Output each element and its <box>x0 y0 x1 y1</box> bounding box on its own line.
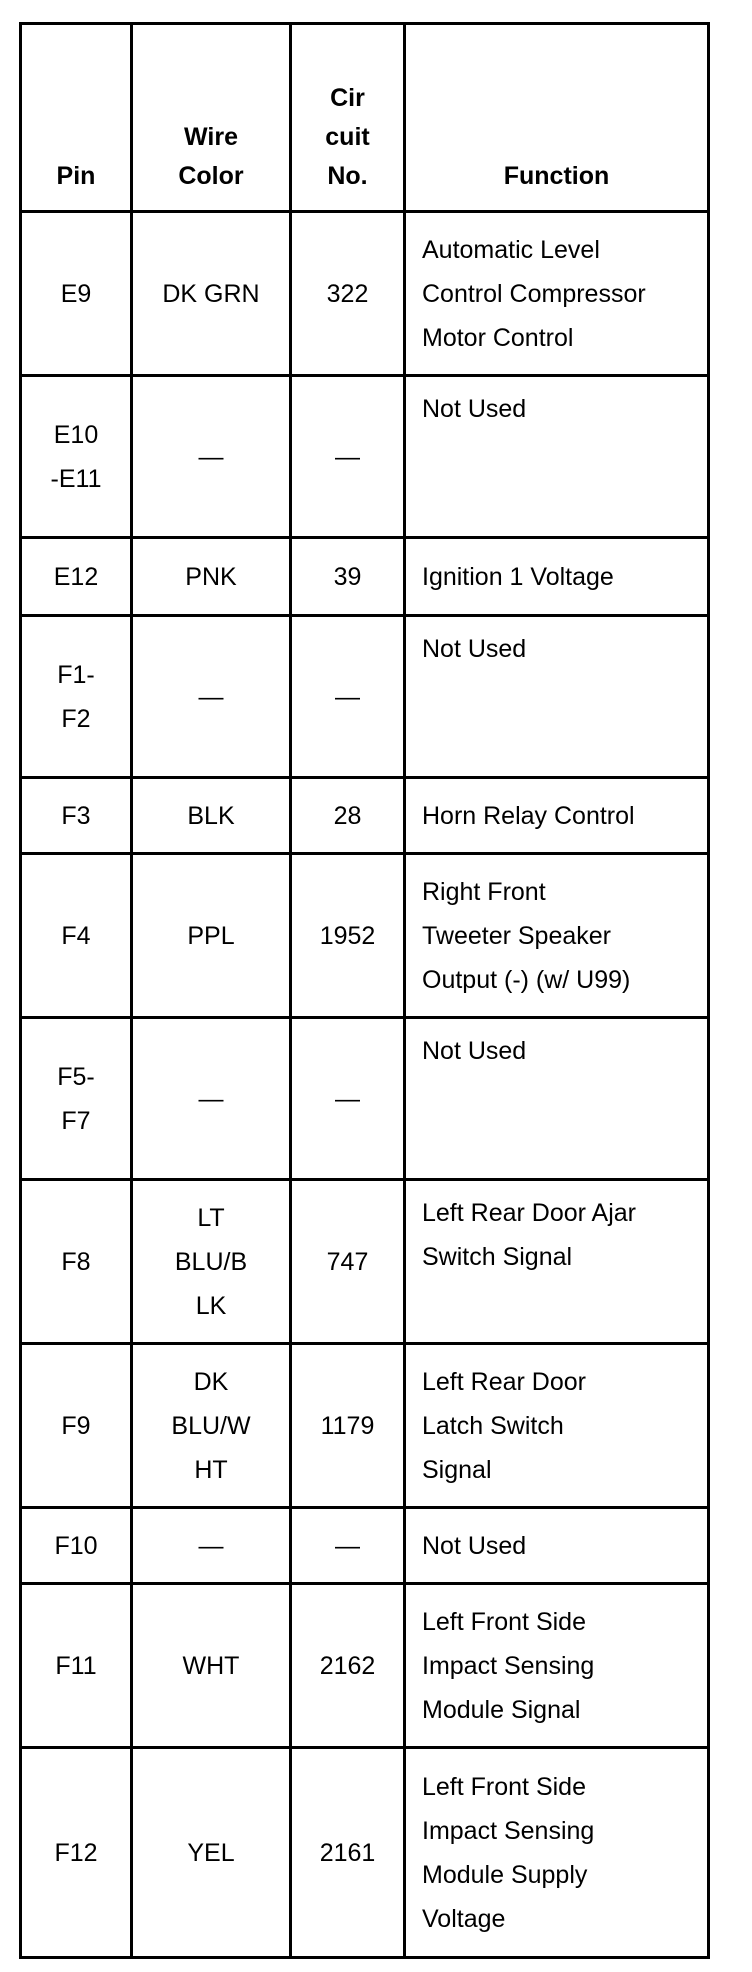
pin-cell: F4 <box>21 854 132 1018</box>
circuit-no-cell: 2161 <box>291 1748 405 1958</box>
wire-color-cell: WHT <box>132 1584 291 1748</box>
wire-color-cell: — <box>132 1018 291 1180</box>
pin-cell: F12 <box>21 1748 132 1958</box>
header-function: Function <box>405 24 709 212</box>
wire-color-cell: DK BLU/W HT <box>132 1344 291 1508</box>
function-cell: Left Rear Door Ajar Switch Signal <box>405 1180 709 1344</box>
circuit-no-cell: 1179 <box>291 1344 405 1508</box>
wire-color-cell: LT BLU/B LK <box>132 1180 291 1344</box>
table-row <box>21 1180 709 1344</box>
pin-cell: F3 <box>21 778 132 854</box>
function-cell: Left Rear Door Latch Switch Signal <box>405 1344 709 1508</box>
header-row <box>21 24 709 212</box>
wire-color-cell: DK GRN <box>132 212 291 376</box>
function-cell: Not Used <box>405 1508 709 1584</box>
table-row <box>21 1018 709 1180</box>
table-row <box>21 538 709 616</box>
circuit-no-cell: — <box>291 1508 405 1584</box>
pin-cell: F1- F2 <box>21 616 132 778</box>
function-cell: Not Used <box>405 1018 709 1180</box>
table-row <box>21 376 709 538</box>
pin-cell: F9 <box>21 1344 132 1508</box>
function-cell: Not Used <box>405 616 709 778</box>
function-cell: Horn Relay Control <box>405 778 709 854</box>
wire-color-cell: — <box>132 616 291 778</box>
table-row <box>21 778 709 854</box>
wire-color-cell: PNK <box>132 538 291 616</box>
table-row <box>21 854 709 1018</box>
circuit-no-cell: 1952 <box>291 854 405 1018</box>
pin-cell: E12 <box>21 538 132 616</box>
circuit-no-cell: 28 <box>291 778 405 854</box>
wire-color-cell: BLK <box>132 778 291 854</box>
wire-color-cell: — <box>132 1508 291 1584</box>
function-cell: Ignition 1 Voltage <box>405 538 709 616</box>
function-cell: Automatic Level Control Compressor Motor Control <box>405 212 709 376</box>
table-row <box>21 1344 709 1508</box>
function-cell: Left Front Side Impact Sensing Module Supply Voltage <box>405 1748 709 1958</box>
table-row <box>21 1748 709 1958</box>
wire-color-cell: YEL <box>132 1748 291 1958</box>
pin-cell: F10 <box>21 1508 132 1584</box>
function-cell: Right Front Tweeter Speaker Output (-) (w/ U99) <box>405 854 709 1018</box>
pin-cell: E9 <box>21 212 132 376</box>
table-row <box>21 616 709 778</box>
pin-cell: E10 -E11 <box>21 376 132 538</box>
pin-cell: F5- F7 <box>21 1018 132 1180</box>
wire-color-cell: PPL <box>132 854 291 1018</box>
function-cell: Not Used <box>405 376 709 538</box>
circuit-no-cell: 39 <box>291 538 405 616</box>
circuit-no-cell: 322 <box>291 212 405 376</box>
connector-pinout-table <box>19 22 710 1959</box>
circuit-no-cell: — <box>291 376 405 538</box>
pin-cell: F11 <box>21 1584 132 1748</box>
table-row <box>21 1584 709 1748</box>
function-cell: Left Front Side Impact Sensing Module Signal <box>405 1584 709 1748</box>
circuit-no-cell: 2162 <box>291 1584 405 1748</box>
header-circuit-no: Cir cuit No. <box>291 24 405 212</box>
table-row <box>21 1508 709 1584</box>
circuit-no-cell: 747 <box>291 1180 405 1344</box>
circuit-no-cell: — <box>291 616 405 778</box>
circuit-no-cell: — <box>291 1018 405 1180</box>
table-row <box>21 212 709 376</box>
wire-color-cell: — <box>132 376 291 538</box>
header-wire-color: Wire Color <box>132 24 291 212</box>
pin-cell: F8 <box>21 1180 132 1344</box>
header-pin: Pin <box>21 24 132 212</box>
